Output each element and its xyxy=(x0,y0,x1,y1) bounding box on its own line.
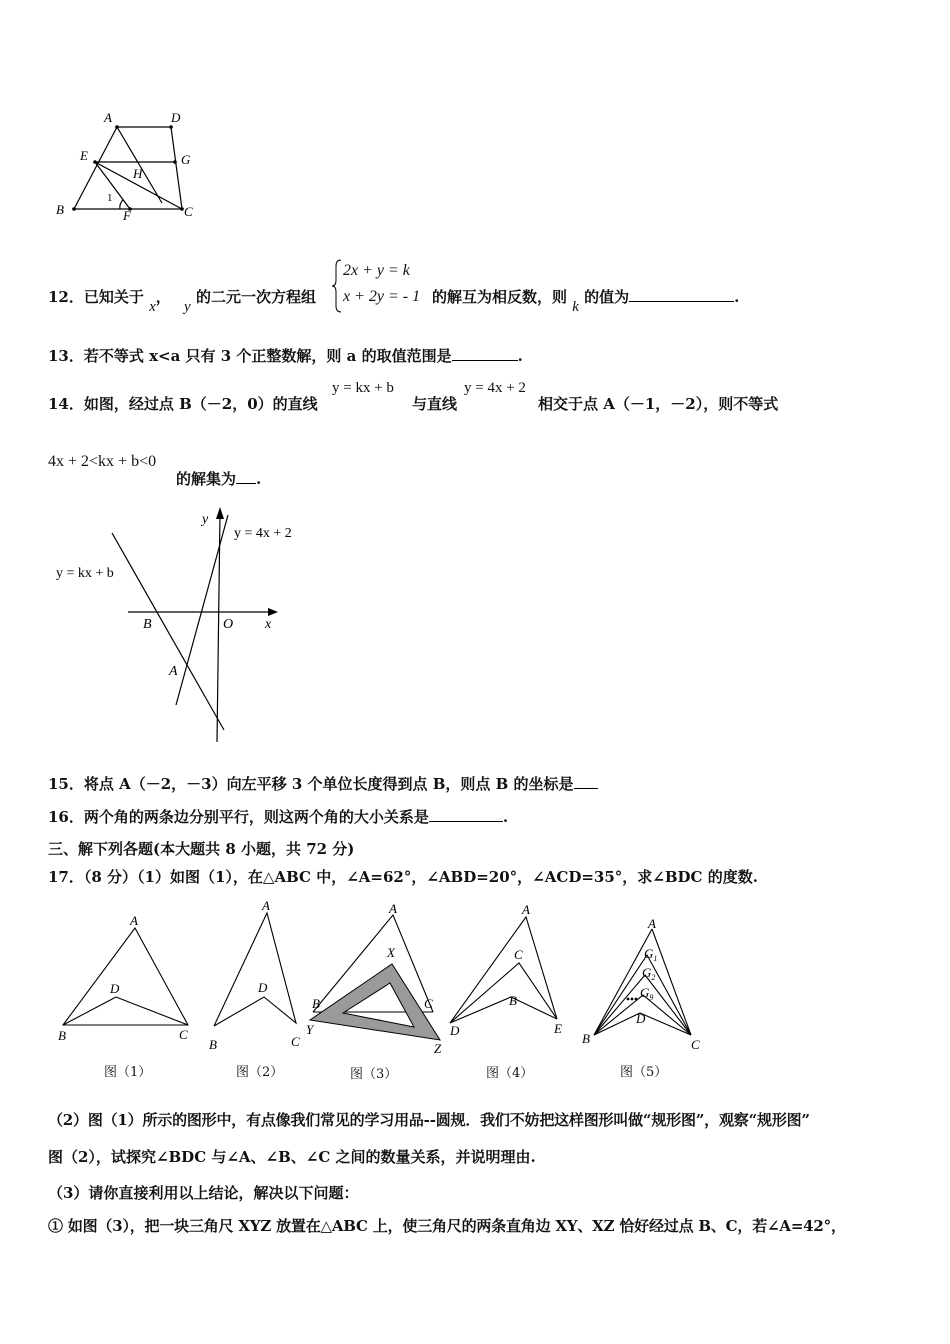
f5-D: D xyxy=(636,1011,646,1026)
f5-A: A xyxy=(648,916,656,931)
f4-A: A xyxy=(522,902,530,917)
q12-sep: ， xyxy=(155,288,171,306)
caption-fig5: 图（5） xyxy=(620,1065,668,1080)
label-B: B xyxy=(56,202,64,217)
q14-solution-label: 的解集为 xyxy=(176,470,237,488)
f1-D: D xyxy=(110,981,120,996)
q16-text: 16．两个角的两条边分别平行，则这两个角的大小关系是 xyxy=(48,808,429,826)
q13-end: . xyxy=(517,347,523,365)
q17-part2-line2: 图（2），试探究∠BDC 与∠A、∠B、∠C 之间的数量关系，并说明理由. xyxy=(48,1148,536,1166)
equation-system xyxy=(332,258,437,314)
var-y: y xyxy=(184,299,191,315)
answer-blank[interactable] xyxy=(236,483,256,484)
inequality: 4x + 2<kx + b<0 xyxy=(48,453,157,470)
f1-B: B xyxy=(58,1028,66,1043)
x-axis-label: x xyxy=(265,617,272,632)
q14-text-1: 14．如图，经过点 B（－2，0）的直线 xyxy=(48,395,318,413)
answer-blank[interactable] xyxy=(629,301,734,302)
f4-D: D xyxy=(450,1023,460,1038)
point-A: A xyxy=(169,664,178,679)
f2-A: A xyxy=(262,898,270,913)
q12-number: 12． xyxy=(48,288,84,306)
q14-text-3: 相交于点 A（－1，－2），则不等式 xyxy=(538,395,779,413)
q12-text-3: 的解互为相反数，则 xyxy=(432,288,568,306)
equation-1: 2x + y = k xyxy=(343,262,410,279)
f2-D: D xyxy=(258,980,268,995)
q12-end: . xyxy=(734,288,740,306)
line-graph-figure xyxy=(48,505,318,750)
line1-label: y = 4x + 2 xyxy=(234,526,292,541)
f3-B: B xyxy=(312,996,320,1011)
brace xyxy=(332,258,342,314)
var-x: x xyxy=(149,299,156,315)
section-heading: 三、解下列各题(本大题共 8 小题，共 72 分) xyxy=(48,840,355,858)
f4-E: E xyxy=(554,1021,562,1036)
question-14 xyxy=(48,393,318,414)
caption-fig1: 图（1） xyxy=(104,1065,152,1080)
q17-part3-item1: ① 如图（3），把一块三角尺 XYZ 放置在△ABC 上，使三角尺的两条直角边 XY、XZ 恰好经过点 B、C，若∠A=42°， xyxy=(48,1217,846,1235)
caption-fig4: 图（4） xyxy=(486,1066,534,1081)
line-1-formula: y = kx + b xyxy=(332,380,394,396)
q15-text: 15．将点 A（－2，－3）向左平移 3 个单位长度得到点 B，则点 B 的坐标是 xyxy=(48,775,574,793)
f5-G2: $G_2$ xyxy=(642,965,656,982)
f2-B: B xyxy=(209,1037,217,1052)
f3-X: X xyxy=(387,945,395,960)
line-2-formula: y = 4x + 2 xyxy=(464,380,526,396)
f1-C: C xyxy=(179,1027,188,1042)
q17-part2-line1: （2）图（1）所示的图形中，有点像我们常见的学习用品--圆规．我们不妨把这样图形叫做“规形图”，观察“规形图” xyxy=(48,1111,810,1129)
f4-B: B xyxy=(509,993,517,1008)
f5-G9: $G_9$ xyxy=(640,985,654,1002)
q14-text-2: 与直线 xyxy=(412,395,458,413)
trapezoid-figure xyxy=(50,105,210,225)
label-D: D xyxy=(171,110,181,125)
q13-text: 13．若不等式 x<a 只有 3 个正整数解，则 a 的取值范围是 xyxy=(48,347,452,365)
origin-O: O xyxy=(223,617,234,632)
q14-text-4 xyxy=(176,468,261,489)
angle-mark-1: 1 xyxy=(107,192,113,204)
answer-blank[interactable] xyxy=(452,360,518,361)
y-axis-label: y xyxy=(202,512,209,527)
f4-C: C xyxy=(514,947,523,962)
caption-fig3: 图（3） xyxy=(350,1067,398,1082)
q16-end: . xyxy=(502,808,509,826)
var-k: k xyxy=(572,299,579,315)
f5-B: B xyxy=(582,1031,590,1046)
line2-label: y = kx + b xyxy=(56,566,114,581)
label-G: G xyxy=(181,152,191,167)
question-13 xyxy=(48,345,523,366)
equation-2: x + 2y = - 1 xyxy=(343,288,421,305)
f3-C: C xyxy=(424,996,433,1011)
figures-row xyxy=(48,895,748,1065)
f1-A: A xyxy=(130,913,138,928)
answer-blank[interactable] xyxy=(429,821,503,822)
q14-end: . xyxy=(256,470,262,488)
question-12-cont xyxy=(432,286,740,315)
q12-text-1: 已知关于 xyxy=(83,288,144,306)
label-A: A xyxy=(104,110,112,125)
q12-text-2: 的二元一次方程组 xyxy=(195,288,316,306)
f3-A: A xyxy=(389,901,397,916)
label-E: E xyxy=(80,148,88,163)
f3-Y: Y xyxy=(306,1022,314,1037)
question-15 xyxy=(48,773,598,794)
question-16 xyxy=(48,806,508,827)
q12-text-4: 的值为 xyxy=(584,288,630,306)
f5-C: C xyxy=(691,1037,700,1052)
caption-fig2: 图（2） xyxy=(236,1065,284,1080)
label-C: C xyxy=(184,204,193,219)
answer-blank[interactable] xyxy=(574,788,598,789)
f5-G1: $G_1$ xyxy=(644,946,658,963)
question-12 xyxy=(48,286,316,315)
point-B: B xyxy=(143,617,152,632)
question-17-heading: 17．（8 分）（1）如图（1），在△ABC 中，∠A=62°，∠ABD=20°，∠ACD=35°，求∠BDC 的度数. xyxy=(48,868,758,886)
q17-part3: （3）请你直接利用以上结论，解决以下问题： xyxy=(48,1184,359,1202)
f3-Z: Z xyxy=(434,1041,442,1056)
label-H: H xyxy=(133,166,143,181)
f2-C: C xyxy=(291,1034,300,1049)
label-F: F xyxy=(123,208,131,223)
